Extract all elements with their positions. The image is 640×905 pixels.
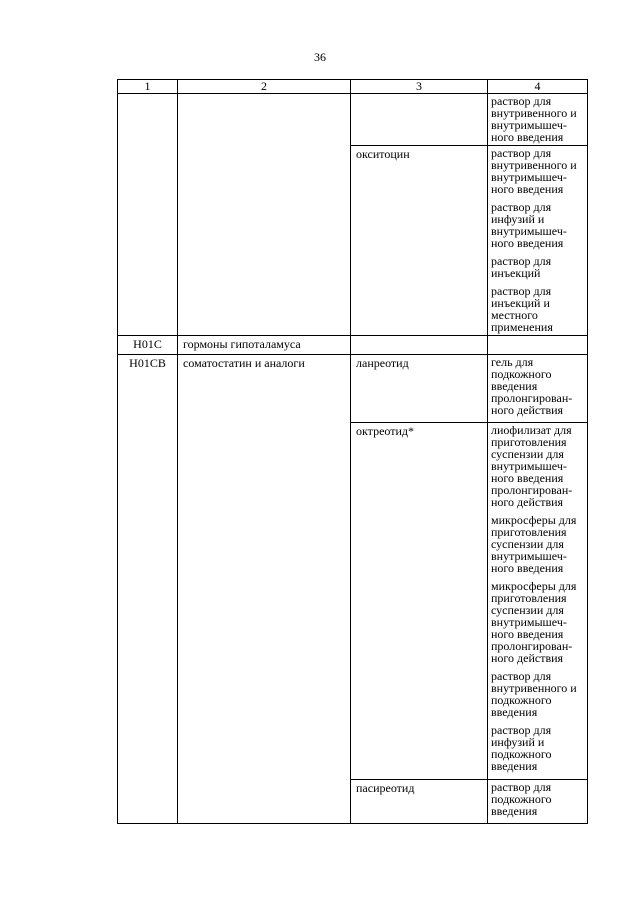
group-name-cell: гормоны гипоталамуса — [178, 336, 351, 355]
group-name-cell — [178, 94, 351, 336]
dosage-forms-cell — [488, 355, 588, 423]
drug-name-cell: октреотид* — [351, 423, 488, 780]
atc-code-cell — [118, 94, 178, 336]
dosage-forms-cell — [488, 146, 588, 336]
atc-code-cell: H01C — [118, 336, 178, 355]
dosage-form-item: микросферы для приготовления суспензии для внутримышеч-ного введения пролонгирован-ного действия — [491, 579, 577, 665]
dosage-form-item: раствор для инфузий и подкожного введения — [491, 723, 552, 773]
dosage-form-item: раствор для инфузий и внутримышеч-ного введения — [491, 200, 567, 250]
drug-name-cell: пасиреотид — [351, 780, 488, 824]
dosage-form-item: раствор для подкожного введения — [491, 780, 552, 818]
drug-name-cell — [351, 336, 488, 355]
column-header-2: 2 — [178, 80, 351, 94]
dosage-form-item: раствор для внутривенного и внутримышеч-ного введения — [491, 94, 577, 144]
table-row — [118, 355, 588, 423]
column-header-1: 1 — [118, 80, 178, 94]
drug-name-cell: окситоцин — [351, 146, 488, 336]
table-row — [118, 336, 588, 355]
atc-code-cell: H01CB — [118, 355, 178, 824]
dosage-forms-cell — [488, 94, 588, 146]
dosage-forms-cell — [488, 336, 588, 355]
column-header-4: 4 — [488, 80, 588, 94]
dosage-forms-cell — [488, 780, 588, 824]
dosage-form-item: раствор для внутривенного и внутримышеч-ного введения — [491, 146, 577, 196]
drug-name-cell: ланреотид — [351, 355, 488, 423]
medication-table-container — [117, 79, 587, 824]
column-header-3: 3 — [351, 80, 488, 94]
table-row — [118, 94, 588, 146]
drug-name-cell — [351, 94, 488, 146]
dosage-form-item: лиофилизат для приготовления суспензии для внутримышеч-ного введения пролонгирован-ного действия — [491, 423, 573, 509]
dosage-form-item: раствор для инъекций и местного применения — [491, 284, 553, 334]
header-row — [118, 80, 588, 94]
group-name-cell: соматостатин и аналоги — [178, 355, 351, 824]
medication-table — [117, 79, 588, 824]
page-number: 36 — [314, 50, 326, 64]
dosage-form-item: гель для подкожного введения пролонгирован-ного действия — [491, 355, 573, 417]
dosage-form-item: микросферы для приготовления суспензии для внутримышеч-ного введения — [491, 513, 577, 575]
dosage-form-item: раствор для внутривенного и подкожного введения — [491, 669, 577, 719]
dosage-forms-cell — [488, 423, 588, 780]
dosage-form-item: раствор для инъекций — [491, 254, 552, 280]
